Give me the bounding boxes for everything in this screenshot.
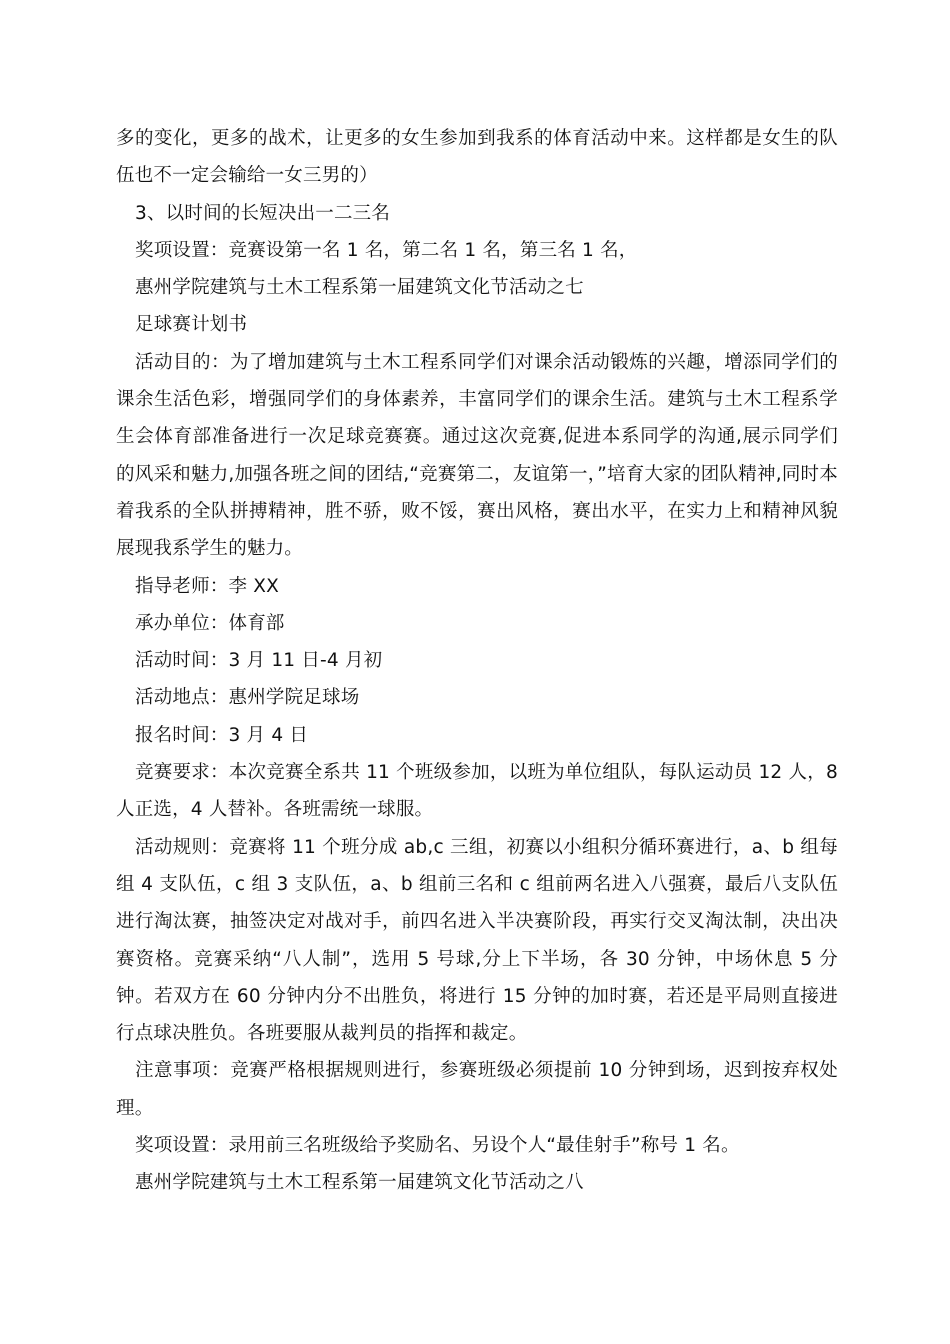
paragraph-organizer: 承办单位：体育部 [135, 612, 285, 634]
document-body [116, 120, 838, 1202]
paragraph-rules: 活动规则：竞赛将 11 个班分成 ab,c 三组，初赛以小组积分循环赛进行，a、b 组每组 4 支队伍，c 组 3 支队伍，a、b 组前三名和 c 组前两名进入八强赛，最后八支队伍进行淘汰赛，抽签决定对战对手，前四名进入半决赛阶段，再实行交叉淘汰制，决出决赛资格。竞赛采纳“八人制”，选用 5 号球,分上下半场，各 30 分钟，中场休息 5 分钟。若双方在 60 分钟内分不出胜负，将进行 15 分钟的加时赛，若还是平局则直接进行点球决胜负。各班要服从裁判员的指挥和裁定。 [116, 836, 838, 1045]
paragraph-purpose: 活动目的：为了增加建筑与土木工程系同学们对课余活动锻炼的兴趣，增添同学们的课余生活色彩，增强同学们的身体素养，丰富同学们的课余生活。建筑与土木工程系学生会体育部准备进行一次足球竞赛赛。通过这次竞赛,促进本系同学的沟通,展示同学们的风采和魅力,加强各班之间的团结,“竞赛第二，友谊第一，”培育大家的团队精神,同时本着我系的全队拼搏精神，胜不骄，败不馁，赛出风格，赛出水平，在实力上和精神风貌展现我系学生的魅力。 [116, 351, 838, 560]
paragraph-activity-eight-heading: 惠州学院建筑与土木工程系第一届建筑文化节活动之八 [135, 1172, 584, 1194]
paragraph-ranking-rule: 3、以时间的长短决出一二三名 [135, 202, 391, 224]
paragraph-football-plan-title: 足球赛计划书 [135, 314, 248, 336]
paragraph-continuation: 多的变化，更多的战术，让更多的女生参加到我系的体育活动中来。这样都是女生的队伍也不一定会输给一女三男的） [116, 128, 838, 187]
paragraph-notes: 注意事项：竞赛严格根据规则进行，参赛班级必须提前 10 分钟到场，迟到按弃权处理。 [116, 1060, 838, 1119]
paragraph-award-settings: 奖项设置：录用前三名班级给予奖励名、另设个人“最佳射手”称号 1 名。 [135, 1135, 740, 1157]
paragraph-registration-time: 报名时间：3 月 4 日 [135, 724, 309, 746]
paragraph-activity-seven-heading: 惠州学院建筑与土木工程系第一届建筑文化节活动之七 [135, 277, 584, 299]
paragraph-advisor: 指导老师：李 XX [135, 575, 280, 597]
paragraph-awards: 奖项设置：竞赛设第一名 1 名，第二名 1 名，第三名 1 名， [135, 239, 638, 261]
paragraph-activity-location: 活动地点：惠州学院足球场 [135, 687, 360, 709]
paragraph-requirements: 竞赛要求：本次竞赛全系共 11 个班级参加，以班为单位组队，每队运动员 12 人，8 人正选，4 人替补。各班需统一球服。 [116, 762, 838, 821]
paragraph-activity-time: 活动时间：3 月 11 日-4 月初 [135, 650, 383, 672]
